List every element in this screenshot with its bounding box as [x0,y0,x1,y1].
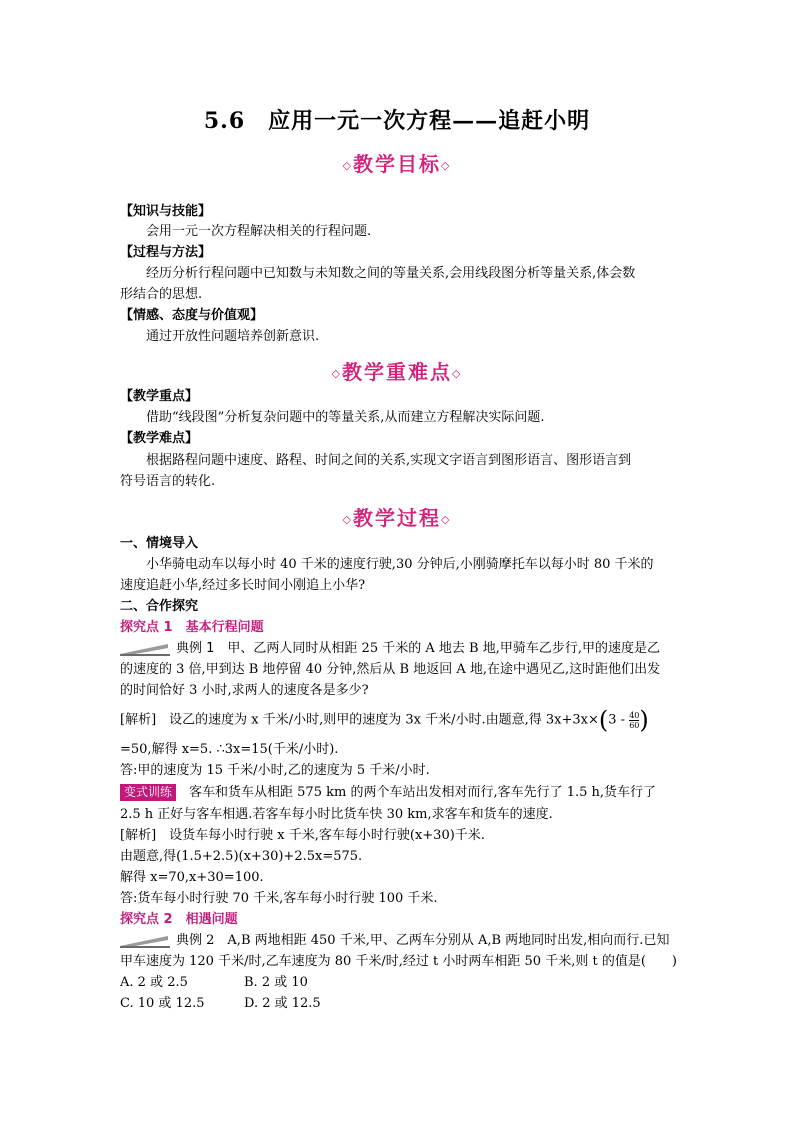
hard-text-1: 根据路程问题中速度、路程、时间之间的关系,实现文字语言到图形语言、图形语言到 [146,453,632,468]
diamond-icon: ◇ [331,367,342,380]
variant-answer: 答:货车每小时行驶 70 千米,客车每小时行驶 100 千米. [120,891,438,906]
page-title: 5.6 应用一元一次方程——追赶小明 [203,108,591,134]
section-objectives-heading [0,148,794,177]
section-process-text: 教学过程 [353,506,441,530]
example-1-line-2: 的速度的 3 倍,甲到达 B 地停留 40 分钟,然后从 B 地返回 A 地,在途中遇见乙,这时距他们出发 [120,662,661,677]
knowledge-label: 【知识与技能】 [120,204,212,219]
option-a: A. 2 或 2.5 [120,975,188,990]
example-1-answer: 答:甲的速度为 15 千米/小时,乙的速度为 5 千米/小时. [120,763,430,778]
explore-point-2: 探究点 2 相遇问题 [120,912,238,927]
variant-equation: 由题意,得(1.5+2.5)(x+30)+2.5x=575. [120,849,363,864]
example-1-line-3: 的时间恰好 3 小时,求两人的速度各是多少? [120,683,369,698]
hard-text-2: 符号语言的转化. [120,474,216,489]
section-process-heading [0,502,794,531]
variant-badge: 变式训练 [120,784,176,801]
knowledge-text: 会用一元一次方程解决相关的行程问题. [146,224,372,239]
intro-label: 一、情境导入 [120,536,199,551]
example-2-label: 典例 2 [176,933,215,948]
example-1-analysis-2: =50,解得 x=5. ∴3x=15(千米/小时). [120,742,339,757]
left-paren: ( [598,706,609,734]
attitude-text: 通过开放性问题培养创新意识. [146,329,320,344]
diamond-icon: ◇ [342,159,353,172]
hard-label: 【教学难点】 [120,431,199,446]
attitude-label: 【情感、态度与价值观】 [120,308,264,323]
fraction-denominator: 60 [629,720,640,730]
process-method-text-1: 经历分析行程问题中已知数与未知数之间的等量关系,会用线段图分析等量关系,体会数 [146,266,636,281]
example-tag-icon [120,934,170,948]
diamond-icon: ◇ [441,159,452,172]
fraction [629,711,639,730]
variant-solve: 解得 x=70,x+30=100. [120,870,264,885]
example-1-text-1: 甲、乙两人同时从相距 25 千米的 A 地去 B 地,甲骑车乙步行,甲的速度是乙 [227,641,660,656]
example-2-text-1: A,B 两地相距 450 千米,甲、乙两车分别从 A,B 两地同时出发,相向而行.已知 [227,933,670,948]
analysis-bracket-text: 3 - [608,712,626,728]
diamond-icon: ◇ [441,513,452,526]
variant-text-1: 客车和货车从相距 575 km 的两个车站出发相对而行,客车先行了 1.5 h,货车行了 [189,785,657,800]
option-b: B. 2 或 10 [244,975,308,990]
example-1-line-1 [120,639,680,659]
diamond-icon: ◇ [452,367,463,380]
example-2-line-2: 甲车速度为 120 千米/时,乙车速度为 80 千米/时,经过 t 小时两车相距 50 千米,则 t 的值是( ) [120,954,677,969]
diamond-icon: ◇ [342,513,353,526]
options-row-2 [120,994,680,1014]
section-keypoints-heading [0,356,794,385]
example-1-analysis [120,706,680,734]
variant-analysis: [解析] 设货车每小时行驶 x 千米,客车每小时行驶(x+30)千米. [120,828,485,843]
section-objectives-text: 教学目标 [353,152,441,176]
option-c: C. 10 或 12.5 [120,996,205,1011]
right-paren: ) [639,706,649,734]
process-method-text-2: 形结合的思想. [120,287,203,302]
coop-label: 二、合作探究 [120,599,199,614]
intro-text-1: 小华骑电动车以每小时 40 千米的速度行驶,30 分钟后,小刚骑摩托车以每小时 80 千米的 [146,557,654,572]
example-1-label: 典例 1 [176,641,215,656]
variant-line-1 [120,783,680,803]
example-tag-icon [120,642,170,656]
process-method-label: 【过程与方法】 [120,245,212,260]
section-keypoints-text: 教学重难点 [342,360,452,384]
key-text: 借助“线段图”分析复杂问题中的等量关系,从而建立方程解决实际问题. [146,410,545,425]
fraction-numerator: 40 [629,710,640,720]
analysis-text: [解析] 设乙的速度为 x 千米/小时,则甲的速度为 3x 千米/小时.由题意,得 3x+3x× [120,712,599,728]
explore-point-1: 探究点 1 基本行程问题 [120,620,264,635]
intro-text-2: 速度追赶小华,经过多长时间小刚追上小华? [120,578,366,593]
example-2-line-1 [120,931,680,951]
options-row-1 [120,973,680,993]
variant-line-2: 2.5 h 正好与客车相遇.若客车每小时比货车快 30 km,求客车和货车的速度. [120,807,553,822]
key-label: 【教学重点】 [120,389,199,404]
option-d: D. 2 或 12.5 [244,996,321,1011]
